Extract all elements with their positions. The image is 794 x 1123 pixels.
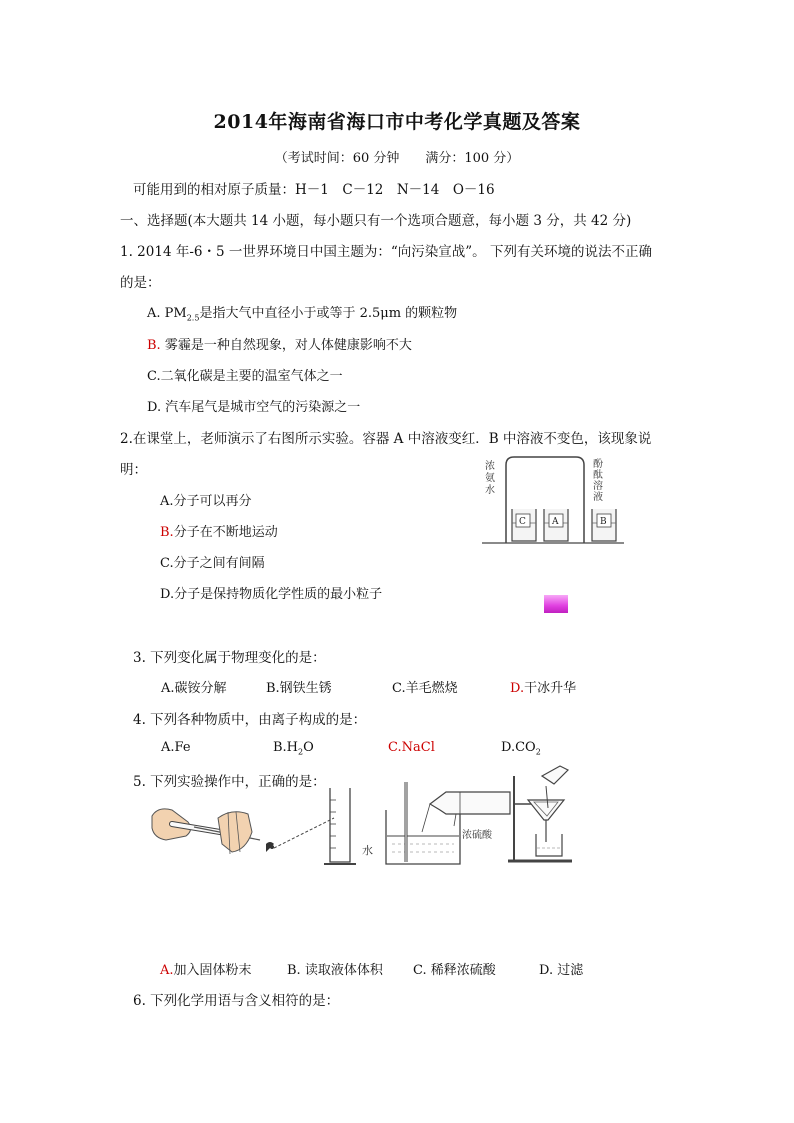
- q5-option-c: C. 稀释浓硫酸: [413, 963, 496, 978]
- q4-option-a: A.Fe: [161, 740, 191, 755]
- atomic-masses: 可能用到的相对原子质量：H－1 C－12 N－14 O－16: [133, 182, 495, 198]
- q1-a-prefix: A. PM: [147, 306, 187, 321]
- q3-d-letter: D.: [510, 681, 525, 696]
- q5-option-b: B. 读取液体体积: [287, 963, 383, 978]
- q1-a-rest: 是指大气中直径小于或等于 2.5μm 的颗粒物: [199, 306, 458, 321]
- q2-b-letter: B.: [160, 525, 174, 540]
- q4-option-c: C.NaCl: [388, 740, 435, 755]
- q2-beaker-a-label: A: [552, 517, 559, 527]
- q4-stem: 4. 下列各种物质中，由离子构成的是：: [133, 712, 367, 728]
- q5-figure-c-dilute-acid: [360, 780, 518, 870]
- q5-figure-a-add-powder: [148, 796, 268, 871]
- q1-option-d: D. 汽车尾气是城市空气的污染源之一: [147, 400, 361, 415]
- q3-option-b: B.钢铁生锈: [266, 681, 332, 696]
- section1-header: 一、选择题(本大题共 14 小题，每小题只有一个选项合题意，每小题 3 分，共 42 分): [120, 213, 632, 229]
- q2-beaker-c-label: C: [519, 517, 526, 527]
- q4-option-d: [501, 740, 541, 757]
- page-title: 2014年海南省海口市中考化学真题及答案: [213, 111, 581, 133]
- q2-option-a: A.分子可以再分: [160, 494, 252, 509]
- pink-block-mark: [544, 595, 568, 613]
- q3-option-c: C.羊毛燃烧: [392, 681, 458, 696]
- q5-option-d: D. 过滤: [539, 963, 584, 978]
- q2-label-right-4: 液: [593, 492, 603, 503]
- q4-b-suffix: O: [303, 740, 314, 755]
- q5-figure-b-read-volume: [262, 786, 362, 868]
- q2-option-c: C.分子之间有间隔: [160, 556, 265, 571]
- q2-label-left-3: 水: [485, 485, 495, 496]
- q5-a-text: 加入固体粉末: [173, 963, 252, 978]
- q2-stem-line2: 明：: [120, 462, 147, 478]
- q1-b-text: 雾霾是一种自然现象，对人体健康影响不大: [160, 338, 412, 353]
- q2-label-right-1: 酚: [593, 459, 603, 470]
- q3-stem: 3. 下列变化属于物理变化的是：: [133, 650, 326, 666]
- q5-stem: 5. 下列实验操作中，正确的是：: [133, 774, 326, 790]
- q1-option-c: C.二氧化碳是主要的温室气体之一: [147, 369, 343, 384]
- q5-option-a: [160, 959, 252, 978]
- q4-d-sub: 2: [535, 747, 541, 757]
- q2-bell-jar-figure: [478, 453, 628, 548]
- q2-label-right-3: 溶: [593, 481, 603, 492]
- q2-b-text: 分子在不断地运动: [173, 525, 278, 540]
- q1-option-a: [147, 302, 457, 323]
- q3-option-d: [510, 677, 576, 696]
- q2-label-left-1: 浓: [485, 461, 495, 472]
- q1-a-sub: 2.5: [186, 313, 200, 323]
- q1-b-letter: B.: [147, 338, 161, 353]
- q5-a-letter: A.: [160, 963, 174, 978]
- q2-label-left-2: 氨: [485, 473, 495, 484]
- q6-stem: 6. 下列化学用语与含义相符的是：: [133, 993, 340, 1009]
- q5-figure-d-filtration: [506, 762, 586, 866]
- q5-label-water: 水: [362, 844, 373, 857]
- q5-label-acid: 浓硫酸: [462, 830, 492, 841]
- q4-option-b: [273, 740, 314, 757]
- q3-option-a: A.碳铵分解: [161, 681, 227, 696]
- q1-stem-line1: 1. 2014 年-6・5 一世界环境日中国主题为：“向污染宣战”。 下列有关环境的说法不正确: [120, 244, 652, 260]
- q4-b-prefix: B.H: [273, 740, 299, 755]
- q2-beaker-b-label: B: [600, 517, 607, 527]
- q1-option-b: [147, 334, 412, 353]
- exam-info: （考试时间：60 分钟 满分：100 分）: [274, 151, 520, 166]
- q2-option-b: [160, 521, 278, 540]
- q2-stem-line1: 2.在课堂上，老师演示了右图所示实验。容器 A 中溶液变红．B 中溶液不变色，该现象说: [120, 431, 652, 447]
- q3-d-text: 干冰升华: [524, 681, 577, 696]
- q4-d-prefix: D.CO: [501, 740, 536, 755]
- q1-stem-line2: 的是：: [120, 275, 161, 291]
- q4-b-sub: 2: [298, 747, 304, 757]
- q2-label-right-2: 酞: [593, 470, 603, 481]
- q2-option-d: D.分子是保持物质化学性质的最小粒子: [160, 587, 383, 602]
